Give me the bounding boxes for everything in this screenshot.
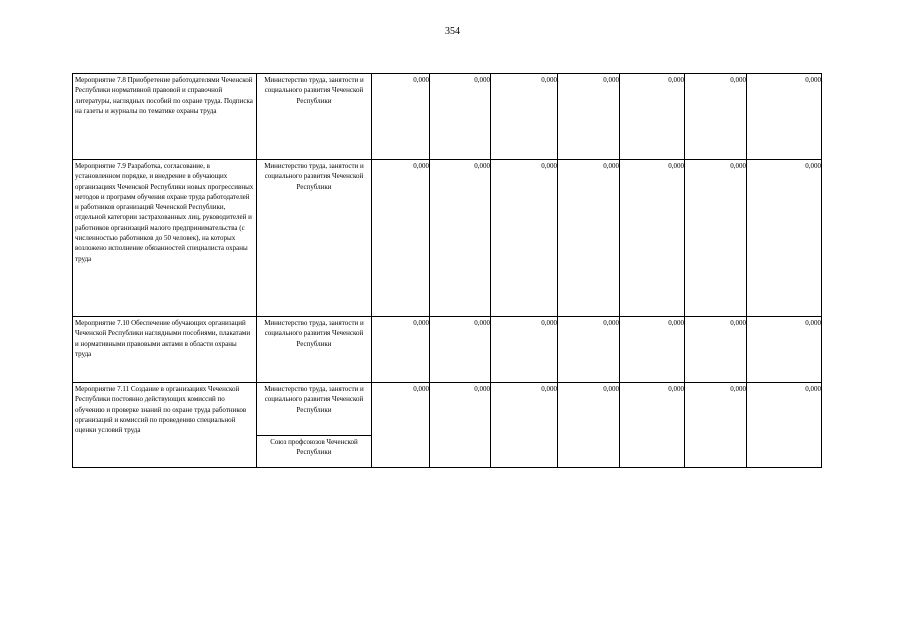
value: 0,000: [805, 319, 821, 327]
value-cell: [372, 74, 430, 160]
value-cell: [558, 383, 620, 468]
value: 0,000: [413, 319, 429, 327]
value: 0,000: [474, 319, 490, 327]
executor-cell: [257, 74, 372, 160]
activity-description-cell: [73, 317, 257, 383]
activity-description-cell: [73, 383, 257, 468]
executor-cell: [257, 383, 372, 468]
value-cell: [430, 383, 491, 468]
value-cell: [491, 160, 558, 317]
value-cell: [685, 160, 747, 317]
value: 0,000: [730, 385, 746, 393]
value: 0,000: [805, 76, 821, 84]
program-activities-table: [72, 73, 822, 468]
value: 0,000: [668, 385, 684, 393]
value-cell: [747, 74, 822, 160]
value-cell: [685, 383, 747, 468]
value-cell: [491, 383, 558, 468]
value: 0,000: [413, 76, 429, 84]
value-cell: [620, 383, 685, 468]
value-cell: [558, 74, 620, 160]
page-number: 354: [445, 26, 460, 37]
activity-description-cell: [73, 74, 257, 160]
table-row: [73, 160, 822, 317]
value-cell: [372, 383, 430, 468]
value: 0,000: [413, 385, 429, 393]
value-cell: [747, 383, 822, 468]
executor-name: Министерство труда, занятости и социального развития Чеченской Республики: [264, 319, 364, 348]
value: 0,000: [668, 76, 684, 84]
executor-cell: [257, 317, 372, 383]
table-row: [73, 383, 822, 468]
value: 0,000: [541, 385, 557, 393]
executor-cell: [257, 160, 372, 317]
value-cell: [620, 160, 685, 317]
value-cell: [685, 74, 747, 160]
activity-description: Мероприятие 7.10 Обеспечение обучающих организаций Чеченской Республики наглядными пособиями, плакатами и нормативными правовыми актами в области охраны труда: [75, 319, 251, 358]
activity-description: Мероприятие 7.11 Создание в организациях Чеченской Республики постоянно действующих комиссий по обучению и проверке знаний по охране труда работников организаций и комиссий по проведению специальной оценки условий труда: [75, 385, 247, 435]
value: 0,000: [730, 162, 746, 170]
value: 0,000: [541, 162, 557, 170]
value: 0,000: [603, 385, 619, 393]
value-cell: [685, 317, 747, 383]
value-cell: [747, 317, 822, 383]
value: 0,000: [730, 76, 746, 84]
value-cell: [372, 160, 430, 317]
value: 0,000: [603, 76, 619, 84]
value-cell: [491, 317, 558, 383]
value: 0,000: [668, 319, 684, 327]
value-cell: [558, 317, 620, 383]
executor-name: Министерство труда, занятости и социального развития Чеченской Республики: [264, 162, 364, 191]
value-cell: [430, 160, 491, 317]
value: 0,000: [668, 162, 684, 170]
value: 0,000: [474, 385, 490, 393]
value-cell: [620, 317, 685, 383]
activity-description: Мероприятие 7.8 Приобретение работодателями Чеченской Республики нормативной правовой и справочной литературы, наглядных пособий по охране труда. Подписка на газеты и журналы по тематике охраны труда: [75, 76, 253, 115]
value: 0,000: [603, 319, 619, 327]
value-cell: [620, 74, 685, 160]
value-cell: [430, 317, 491, 383]
value: 0,000: [413, 162, 429, 170]
executor-name: Министерство труда, занятости и социального развития Чеченской Республики: [264, 385, 364, 414]
activity-description: Мероприятие 7.9 Разработка, согласование, в установленном порядке, и внедрение в обучающих организациях Чеченской Республики новых прогрессивных методов и программ обучения охране труда работодателей и работников организаций Чеченской Республики, отдельной категории застрахованных лиц, руководителей и работников организаций малого предпринимательства (с численностью работников до 50 человек), на которых возложено исполнение обязанностей специалиста охраны труда: [75, 162, 254, 263]
value: 0,000: [541, 319, 557, 327]
value-cell: [558, 160, 620, 317]
executor-name: Министерство труда, занятости и социального развития Чеченской Республики: [264, 76, 364, 105]
value-cell: [747, 160, 822, 317]
value: 0,000: [474, 76, 490, 84]
value: 0,000: [805, 162, 821, 170]
table-row: [73, 317, 822, 383]
table-row: [73, 74, 822, 160]
value-cell: [430, 74, 491, 160]
value: 0,000: [603, 162, 619, 170]
value: 0,000: [474, 162, 490, 170]
co-executor-name: Союз профсоюзов Чеченской Республики: [257, 435, 371, 459]
activity-description-cell: [73, 160, 257, 317]
value-cell: [372, 317, 430, 383]
value: 0,000: [730, 319, 746, 327]
value-cell: [491, 74, 558, 160]
value: 0,000: [805, 385, 821, 393]
value: 0,000: [541, 76, 557, 84]
